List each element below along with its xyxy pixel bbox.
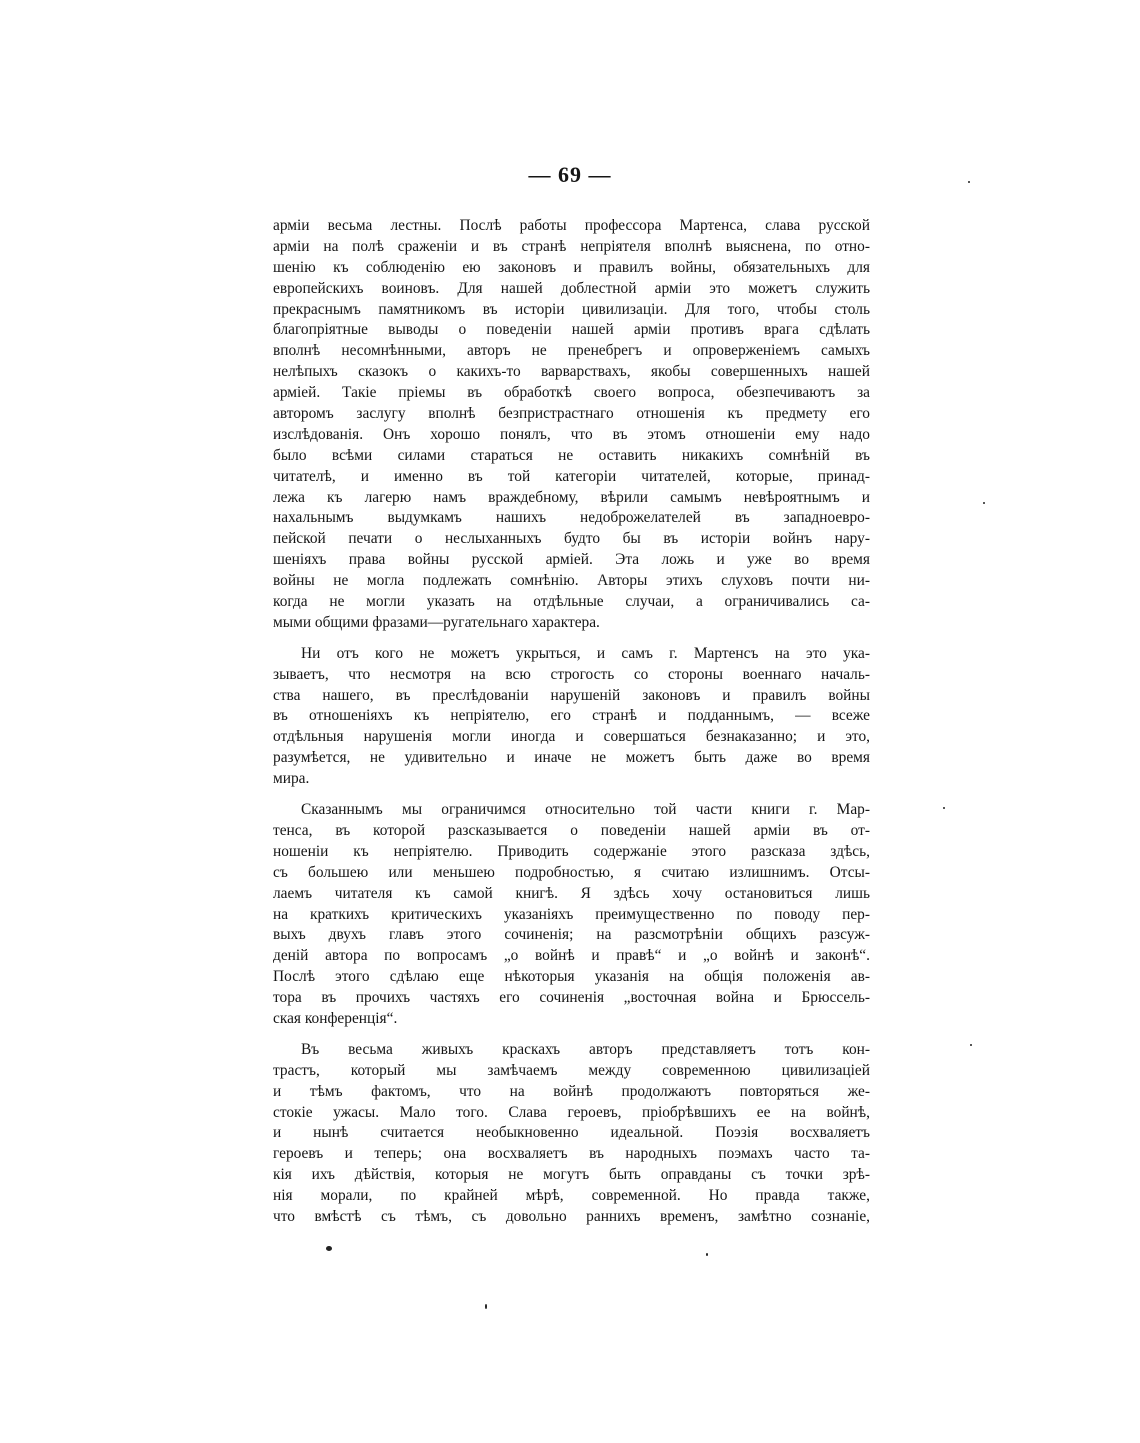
text-line: мира. — [273, 770, 310, 788]
text-line: арміи на полѣ сраженіи и въ странѣ непріятеля вполнѣ выяснена, по отно- — [273, 237, 870, 255]
scan-speck — [968, 181, 970, 183]
text-line: и тѣмъ фактомъ, что на войнѣ продолжаютъ повторяться же- — [273, 1082, 870, 1100]
scan-speck — [485, 1304, 487, 1309]
text-line: лежа къ лагерю намъ враждебному, вѣрили самымъ невѣроятнымъ и — [273, 488, 870, 506]
paragraph-2 — [273, 644, 870, 790]
text-line: лаемъ читателя къ самой книгѣ. Я здѣсь хочу остановиться лишь — [273, 884, 870, 902]
text-line: ства нашего, въ преслѣдованіи нарушеній законовъ и правилъ войны — [273, 686, 870, 704]
text-line: европейскихъ воиновъ. Для нашей доблестной арміи это можетъ служить — [273, 279, 870, 297]
text-line: стокіе ужасы. Мало того. Слава героевъ, пріобрѣвшихъ ее на войнѣ, — [273, 1103, 870, 1121]
text-line: съ большею или меньшею подробностью, я считаю излишнимъ. Отсы- — [273, 863, 870, 881]
text-line: что вмѣстѣ съ тѣмъ, съ довольно раннихъ временъ, замѣтно сознаніе, — [273, 1207, 870, 1225]
text-line: когда не могли указать на отдѣльные случаи, а ограничивались са- — [273, 593, 870, 611]
text-line: трастъ, который мы замѣчаемъ между современною цивилизаціей — [273, 1061, 870, 1079]
text-line: пейской печати о неслыханныхъ будто бы въ исторіи войнъ нару- — [273, 530, 870, 548]
scan-speck — [706, 1253, 708, 1256]
scan-speck — [326, 1246, 332, 1251]
text-line: мыми общими фразами—ругательнаго характера. — [273, 613, 600, 631]
paragraph-4 — [273, 1040, 870, 1228]
text-line: Сказаннымъ мы ограничимся относительно той части книги г. Мар- — [301, 801, 870, 819]
text-line: шенію къ соблюденію ею законовъ и правилъ войны, обязательныхъ для — [273, 258, 870, 276]
text-line: деній автора по вопросамъ „о войнѣ и правѣ“ и „о войнѣ и законѣ“. — [273, 947, 870, 965]
scan-speck — [943, 807, 945, 809]
text-line: шеніяхъ права войны русской арміей. Эта ложь и уже во время — [273, 551, 870, 569]
text-line: и нынѣ считается необыкновенно идеальной. Поэзія восхваляетъ — [273, 1124, 870, 1142]
text-line: Ни отъ кого не можетъ укрыться, и самъ г. Мартенсъ на это ука- — [301, 644, 870, 662]
text-line: было всѣми силами стараться не оставить никакихъ сомнѣній въ — [273, 446, 870, 464]
text-line: читателѣ, и именно въ той категоріи читателей, которые, принад- — [273, 467, 870, 485]
text-line: изслѣдованія. Онъ хорошо понялъ, что въ этомъ отношеніи ему надо — [273, 425, 870, 443]
text-line: прекраснымъ памятникомъ въ исторіи цивилизаціи. Для того, чтобы столь — [273, 300, 870, 318]
text-line: вполнѣ несомнѣнными, авторъ не пренебрегъ и опроверженіемъ самыхъ — [273, 342, 870, 360]
text-line: отдѣльныя нарушенія могли иногда и совершаться безнаказанно; и это, — [273, 728, 870, 746]
text-line: арміи весьма лестны. Послѣ работы профессора Мартенса, слава русской — [273, 217, 870, 234]
text-line: благопріятные выводы о поведеніи нашей арміи противъ врага сдѣлать — [273, 321, 870, 339]
body-text — [273, 216, 870, 1238]
text-line: на краткихъ критическихъ указаніяхъ преимущественно по поводу пер- — [273, 905, 870, 923]
text-line: нелѣпыхъ сказокъ о какихъ-то варварствахъ, якобы совершенныхъ нашей — [273, 363, 870, 381]
text-line: арміей. Такіе пріемы въ обработкѣ своего вопроса, обезпечиваютъ за — [273, 384, 870, 402]
text-line: зываетъ, что несмотря на всю строгость со стороны военнаго началь- — [273, 665, 870, 683]
text-line: въ отношеніяхъ къ непріятелю, его странѣ и подданнымъ, — всеже — [273, 707, 870, 725]
text-line: кія ихъ дѣйствія, которыя не могутъ быть оправданы съ точки зрѣ- — [273, 1166, 870, 1184]
text-line: тора въ прочихъ частяхъ его сочиненія „восточная война и Брюссель- — [273, 989, 870, 1007]
text-line: ношеніи къ непріятелю. Приводить содержаніе этого разсказа здѣсь, — [273, 842, 870, 860]
text-line: ская конференція“. — [273, 1009, 398, 1027]
text-line: авторомъ заслугу вполнѣ безпристрастнаго отношенія къ предмету его — [273, 405, 870, 423]
page-number: — 69 — — [528, 162, 612, 187]
text-line: Послѣ этого сдѣлаю еще нѣкоторыя указанія на общія положенія ав- — [273, 968, 870, 986]
text-line: выхъ двухъ главъ этого сочиненія; на разсмотрѣніи общихъ разсуж- — [273, 926, 870, 944]
text-line: разумѣется, не удивительно и иначе не можетъ быть даже во время — [273, 749, 870, 767]
scan-speck — [970, 1044, 972, 1046]
paragraph-3 — [273, 800, 870, 1030]
text-line: Въ весьма живыхъ краскахъ авторъ представляетъ тотъ кон- — [301, 1040, 870, 1058]
text-line: тенса, въ которой разсказывается о поведеніи нашей арміи въ от- — [273, 821, 870, 839]
scan-speck — [983, 502, 985, 504]
text-line: нахальнымъ выдумкамъ нашихъ недоброжелателей въ западноевро- — [273, 509, 870, 527]
text-line: нія морали, по крайней мѣрѣ, современной. Но правда также, — [273, 1187, 870, 1205]
text-line: войны не могла подлежать сомнѣнію. Авторы этихъ слуховъ почти ни- — [273, 572, 870, 590]
paragraph-1 — [273, 216, 870, 634]
text-line: героевъ и теперь; она восхваляетъ въ народныхъ поэмахъ часто та- — [273, 1145, 870, 1163]
